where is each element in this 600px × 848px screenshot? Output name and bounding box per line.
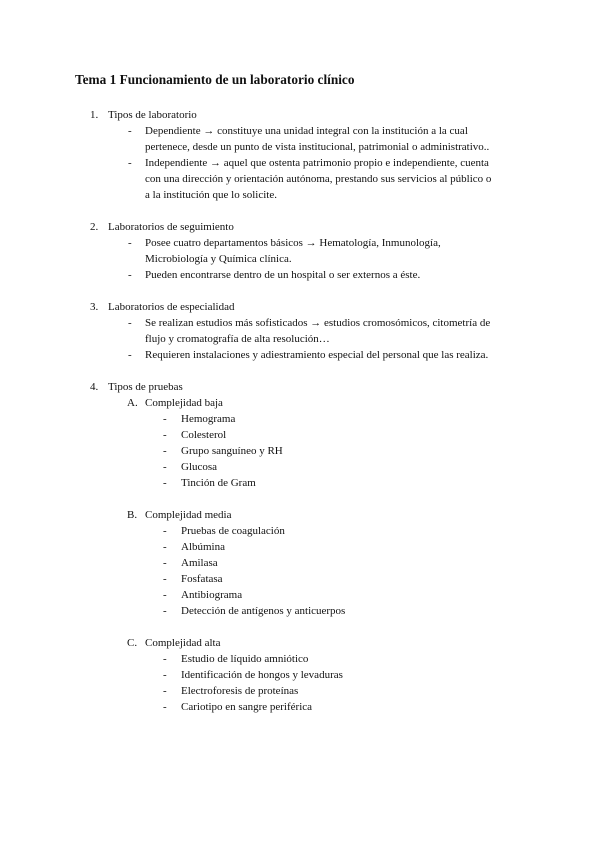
list-item: Antibiograma — [181, 589, 243, 601]
item-marker: - — [163, 685, 167, 697]
subsection-heading: Complejidad baja — [145, 397, 223, 409]
bullet-marker: - — [128, 269, 132, 281]
subsection-letter: B. — [127, 509, 138, 521]
section-number: 4. — [90, 381, 99, 393]
list-item: Identificación de hongos y levaduras — [181, 669, 343, 681]
bullet-marker: - — [128, 349, 132, 361]
section-heading: Laboratorios de especialidad — [108, 301, 235, 313]
subsection-letter: C. — [127, 637, 138, 649]
item-marker: - — [163, 701, 167, 713]
section-number: 1. — [90, 109, 99, 121]
item-marker: - — [163, 477, 167, 489]
bullet-line: a la institución que lo solicite. — [145, 189, 277, 201]
bullet-marker: - — [128, 157, 132, 169]
item-marker: - — [163, 541, 167, 553]
list-item: Pruebas de coagulación — [181, 525, 285, 537]
list-item: Cariotipo en sangre periférica — [181, 701, 313, 713]
bullet-line: Dependiente → constituye una unidad integral con la institución a la cual — [145, 125, 468, 137]
section-number: 3. — [90, 301, 99, 313]
bullet-line: Requieren instalaciones y adiestramiento especial del personal que las realiza. — [145, 349, 489, 361]
bullet-marker: - — [128, 237, 132, 249]
item-marker: - — [163, 557, 167, 569]
section-heading: Tipos de pruebas — [108, 381, 183, 393]
list-item: Detección de antígenos y anticuerpos — [181, 605, 346, 617]
list-item: Amilasa — [181, 557, 218, 569]
list-item: Estudio de líquido amniótico — [181, 653, 309, 665]
item-marker: - — [163, 525, 167, 537]
list-item: Albúmina — [181, 541, 225, 553]
list-item: Tinción de Gram — [181, 477, 256, 489]
bullet-line: con una dirección y orientación autónoma, prestando sus servicios al público o — [145, 173, 492, 185]
subsection-heading: Complejidad alta — [145, 637, 221, 649]
subsection-heading: Complejidad media — [145, 509, 232, 521]
list-item: Grupo sanguíneo y RH — [181, 445, 283, 457]
list-item: Glucosa — [181, 461, 218, 473]
item-marker: - — [163, 605, 167, 617]
bullet-marker: - — [128, 317, 132, 329]
bullet-line: Se realizan estudios más sofisticados → estudios cromosómicos, citometría de — [145, 317, 491, 329]
bullet-line: Independiente → aquel que ostenta patrimonio propio e independiente, cuenta — [145, 157, 489, 169]
bullet-line: pertenece, desde un punto de vista institucional, patrimonial o administrativo.. — [145, 141, 490, 153]
bullet-marker: - — [128, 125, 132, 137]
section-heading: Laboratorios de seguimiento — [108, 221, 234, 233]
list-item: Electroforesis de proteínas — [181, 685, 299, 697]
document-title: Tema 1 Funcionamiento de un laboratorio clínico — [75, 72, 355, 87]
section-number: 2. — [90, 221, 99, 233]
item-marker: - — [163, 653, 167, 665]
bullet-line: Posee cuatro departamentos básicos → Hematología, Inmunología, — [145, 237, 441, 249]
bullet-line: Microbiología y Química clínica. — [145, 253, 292, 265]
section-heading: Tipos de laboratorio — [108, 109, 197, 121]
item-marker: - — [163, 669, 167, 681]
item-marker: - — [163, 573, 167, 585]
item-marker: - — [163, 445, 167, 457]
list-item: Colesterol — [181, 429, 227, 441]
item-marker: - — [163, 413, 167, 425]
bullet-line: Pueden encontrarse dentro de un hospital o ser externos a éste. — [145, 269, 421, 281]
item-marker: - — [163, 429, 167, 441]
item-marker: - — [163, 589, 167, 601]
bullet-line: flujo y cromatografía de alta resolución… — [145, 333, 330, 345]
list-item: Hemograma — [181, 413, 236, 425]
list-item: Fosfatasa — [181, 573, 223, 585]
item-marker: - — [163, 461, 167, 473]
subsection-letter: A. — [127, 397, 138, 409]
